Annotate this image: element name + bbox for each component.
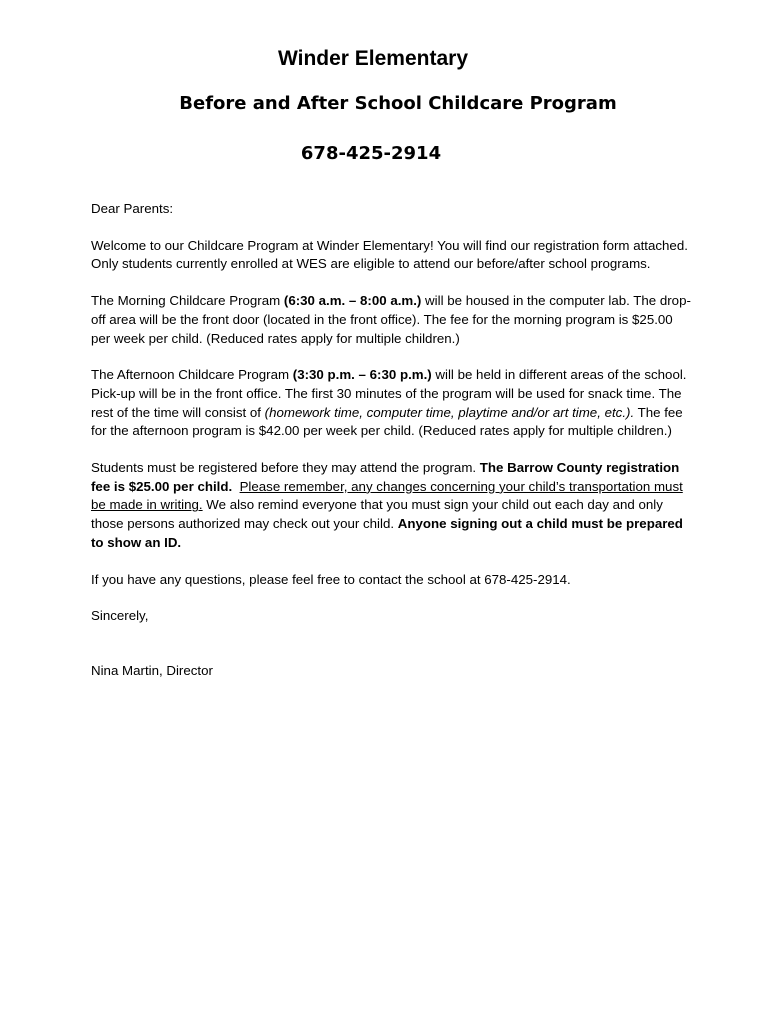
school-name: Winder Elementary (277, 47, 469, 70)
registration-gap (232, 479, 239, 494)
registration-intro: Students must be registered before they may attend the program. (91, 460, 480, 476)
signature: Nina Martin, Director (91, 662, 213, 678)
registration-fee: The Barrow County registration fee is $25.00 per child. (91, 460, 680, 494)
signature-spacer (91, 644, 691, 662)
morning-details: will be housed in the computer lab. The drop-off area will be the front door (located in the front office). The fee for the morning program is $25.00 per week per child. (Reduced rates apply for multiple children.) (91, 293, 691, 346)
id-notice: Anyone signing out a child must be prepared to show an ID. (91, 516, 683, 550)
afternoon-time: (3:30 p.m. – 6:30 p.m.) (292, 367, 432, 383)
closing: Sincerely, (91, 608, 149, 624)
morning-lead: The Morning Childcare Program (91, 293, 284, 309)
afternoon-fee: The fee for the afternoon program is $42.00 per week per child. (Reduced rates apply for multiple children.) (91, 404, 683, 439)
salutation: Dear Parents: (91, 201, 174, 216)
afternoon-details: will be held in different areas of the school. Pick-up will be in the front office. The first 30 minutes of the program will be used for snack time. The rest of the time will consist of (91, 367, 687, 420)
questions-paragraph: If you have any questions, please feel free to contact the school at 678-425-2914. (91, 571, 571, 587)
sign-out-notice: We also remind everyone that you must sign your child out each day and only those persons authorized may check out your child. (91, 497, 663, 532)
program-title: Before and After School Childcare Program (179, 93, 617, 114)
afternoon-activities: (homework time, computer time, playtime and/or art time, etc.). (264, 404, 635, 420)
morning-time: (6:30 a.m. – 8:00 a.m.) (283, 293, 422, 309)
intro-paragraph: Welcome to our Childcare Program at Winder Elementary! You will find our registration form attached. Only students currently enrolled at WES are eligible to attend our before/after school programs. (91, 237, 688, 272)
morning-paragraph (91, 292, 691, 348)
registration-paragraph (91, 459, 691, 553)
phone-heading: 678-425-2914 (300, 143, 442, 164)
afternoon-lead: The Afternoon Childcare Program (91, 367, 293, 383)
afternoon-paragraph (91, 366, 691, 441)
transportation-reminder: Please remember, any changes concerning your child’s transportation must be made in writing. (91, 478, 683, 513)
letter-body (91, 200, 691, 699)
